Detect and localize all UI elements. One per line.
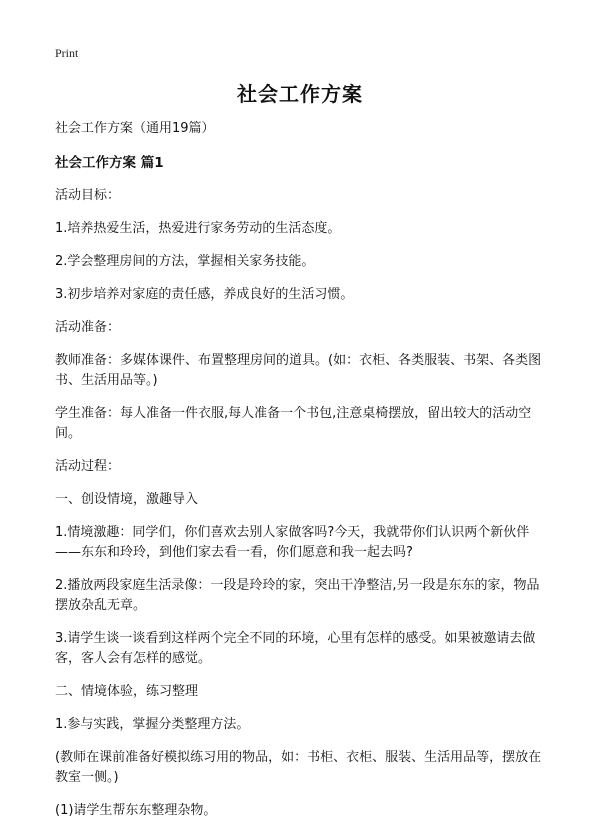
paragraph-student-prep: 学生准备：每人准备一件衣服,每人准备一个书包,注意桌椅摆放，留出较大的活动空间。: [55, 406, 532, 441]
paragraph-goal-3: 3.初步培养对家庭的责任感，养成良好的生活习惯。: [55, 287, 354, 302]
paragraph-step-1-heading: 一、创设情境，激趣导入: [55, 492, 199, 507]
paragraph-activity-process: 活动过程：: [55, 459, 121, 474]
paragraph-goal-1: 1.培养热爱生活，热爱进行家务劳动的生活态度。: [55, 221, 341, 236]
paragraph-activity-goals: 活动目标：: [55, 188, 121, 203]
paragraph-step-1-3: 3.请学生谈一谈看到这样两个完全不同的环境，心里有怎样的感受。如果被邀请去做客，客人会有怎样的感觉。: [55, 631, 536, 666]
print-link[interactable]: Print: [55, 46, 79, 60]
section-heading: 社会工作方案 篇1: [55, 155, 164, 171]
document-body: [55, 119, 545, 834]
paragraph-step-2-1: 1.参与实践，掌握分类整理方法。: [55, 717, 250, 732]
paragraph-teacher-prep: 教师准备：多媒体课件、布置整理房间的道具。(如：衣柜、各类服装、书架、各类图书、生活用品等。): [55, 353, 542, 388]
paragraph-goal-2: 2.学会整理房间的方法，掌握相关家务技能。: [55, 254, 315, 269]
paragraph-activity-prep: 活动准备：: [55, 320, 121, 335]
paragraph-step-2-heading: 二、情境体验，练习整理: [55, 684, 199, 699]
document-title: 社会工作方案: [237, 82, 363, 106]
paragraph-step-1-1: 1.情境激趣：同学们，你们喜欢去别人家做客吗?今天，我就带你们认识两个新伙伴——东东和玲玲，到他们家去看一看，你们愿意和我一起去吗?: [55, 525, 530, 560]
document-subtitle: 社会工作方案（通用19篇）: [55, 121, 215, 136]
paragraph-step-2-note: (教师在课前准备好模拟练习用的物品，如：书柜、衣柜、服装、生活用品等，摆放在教室一侧。): [55, 750, 542, 785]
paragraph-step-1-2: 2.播放两段家庭生活录像：一段是玲玲的家，突出干净整洁,另一段是东东的家，物品摆放杂乱无章。: [55, 578, 540, 613]
paragraph-step-2-1-1: (1)请学生帮东东整理杂物。: [55, 803, 217, 818]
